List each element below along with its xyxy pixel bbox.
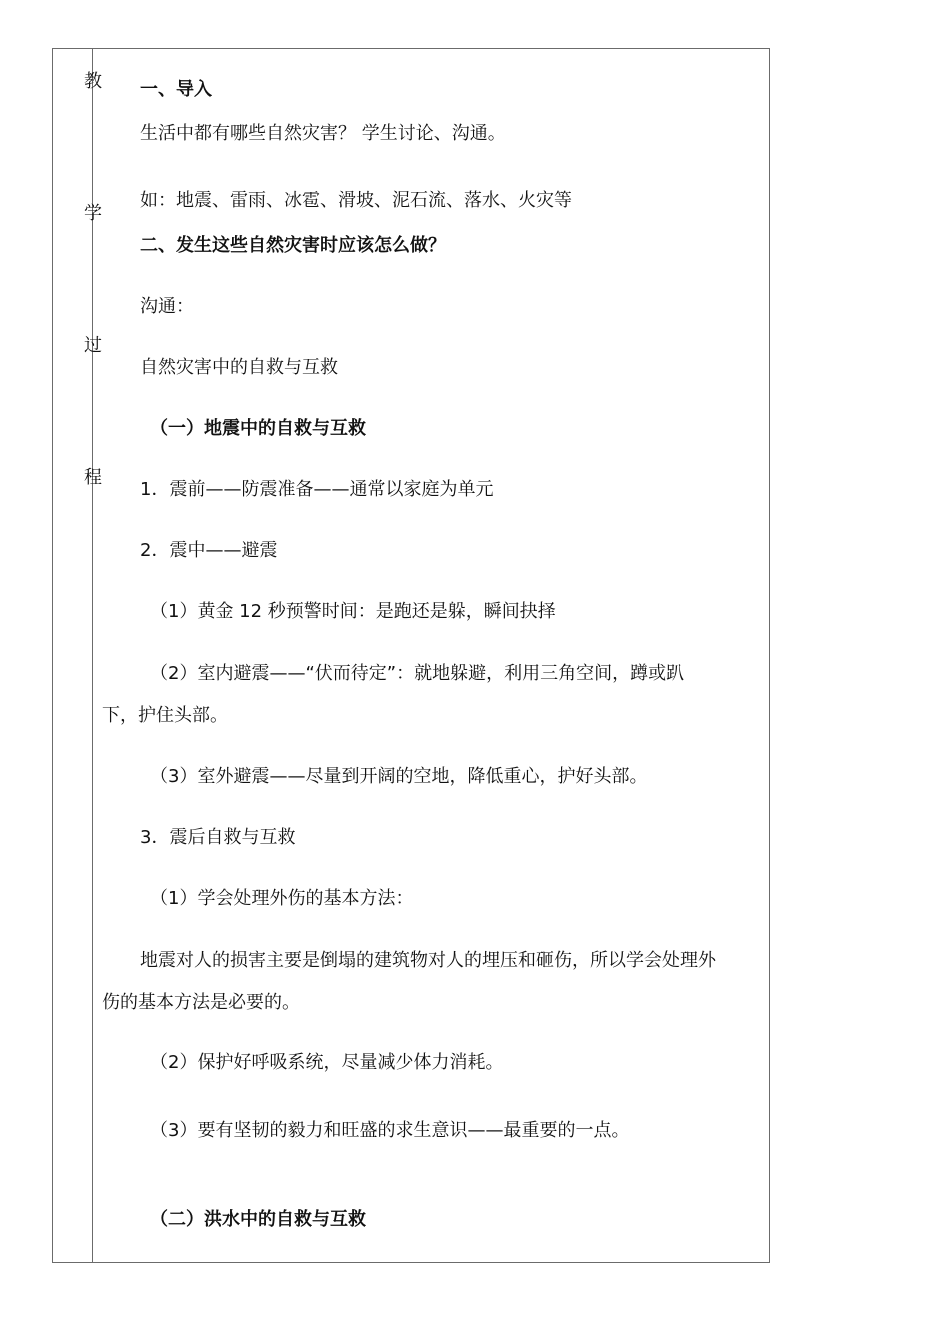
disaster-examples: 如：地震、雷雨、冰雹、滑坡、泥石流、落水、火灾等: [140, 190, 572, 211]
section-heading-intro: 一、导入: [140, 79, 212, 100]
list-item-continuation: 下，护住头部。: [102, 705, 228, 726]
list-item: （1）黄金 12 秒预警时间：是跑还是躲，瞬间抉择: [150, 601, 556, 622]
list-item: 3．震后自救与互救: [140, 827, 296, 848]
list-item: （3）室外避震——尽量到开阔的空地，降低重心，护好头部。: [150, 766, 648, 787]
subsection-earthquake: （一）地震中的自救与互救: [150, 418, 366, 439]
subsection-flood: （二）洪水中的自救与互救: [150, 1209, 366, 1230]
list-item: 2．震中——避震: [140, 540, 278, 561]
side-label-char: 教: [84, 71, 102, 92]
list-item: 1．震前——防震准备——通常以家庭为单元: [140, 479, 494, 500]
list-item: （1）学会处理外伤的基本方法：: [150, 888, 414, 909]
list-item: （3）要有坚韧的毅力和旺盛的求生意识——最重要的一点。: [150, 1120, 630, 1141]
column-divider: [92, 48, 93, 1263]
topic-title: 自然灾害中的自救与互救: [140, 357, 338, 378]
section-heading-response: 二、发生这些自然灾害时应该怎么做？: [140, 235, 446, 256]
paragraph-line: 伤的基本方法是必要的。: [102, 992, 300, 1013]
list-item: （2）室内避震——“伏而待定”：就地躲避，利用三角空间，蹲或趴: [150, 663, 685, 684]
side-label-char: 程: [84, 467, 102, 488]
list-item: （2）保护好呼吸系统，尽量减少体力消耗。: [150, 1052, 504, 1073]
side-label-char: 学: [84, 203, 102, 224]
lesson-table-frame: [52, 48, 770, 1263]
intro-question: 生活中都有哪些自然灾害？ 学生讨论、沟通。: [140, 123, 506, 144]
communication-label: 沟通：: [140, 296, 194, 317]
paragraph-line: 地震对人的损害主要是倒塌的建筑物对人的埋压和砸伤，所以学会处理外: [140, 950, 716, 971]
side-label-char: 过: [84, 335, 102, 356]
